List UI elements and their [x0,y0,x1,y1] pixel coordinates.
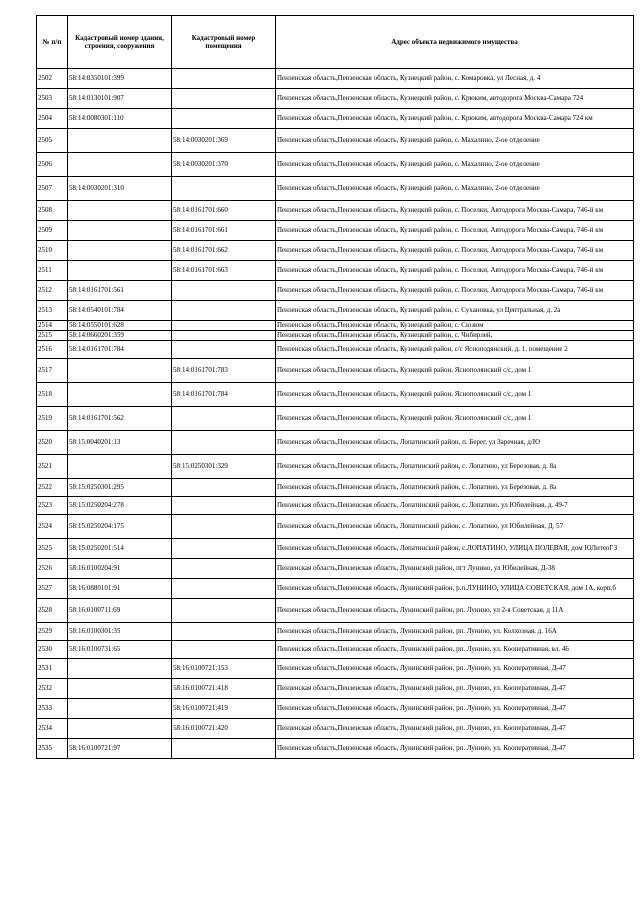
table-row [37,699,634,719]
premises-cadastral-number [172,341,276,359]
building-cadastral-number [68,221,172,241]
building-cadastral-number: 58:16:0880101:91 [68,579,172,599]
premises-cadastral-number [172,407,276,431]
premises-cadastral-number: 58:14:0161701:661 [172,221,276,241]
building-cadastral-number [68,659,172,679]
table-row [37,331,634,341]
row-number: 2507 [37,177,68,201]
address-cell: Пензенская область,Пензенская область, Лунинский район, рп. Лунино, ул. Колхозная, д. 16А [276,623,634,641]
row-number: 2514 [37,321,68,331]
row-number: 2518 [37,383,68,407]
premises-cadastral-number: 58:14:0161701:662 [172,241,276,261]
address-cell: Пензенская область,Пензенская область, Кузнецкий район, Яснополянский с/с, дом 1 [276,359,634,383]
header-building-cadastral: Кадастровый номер здания, строения, сооружения [68,16,172,69]
premises-cadastral-number: 58:14:0161701:663 [172,261,276,281]
premises-cadastral-number [172,559,276,579]
building-cadastral-number: 58:15:0250201:514 [68,539,172,559]
table-row [37,497,634,515]
address-cell: Пензенская область,Пензенская область, Кузнецкий район, с. Махалино, 2-ое отделение [276,153,634,177]
building-cadastral-number [68,699,172,719]
property-table [36,15,634,759]
table-row [37,659,634,679]
premises-cadastral-number: 58:14:0161701:784 [172,383,276,407]
table-row [37,241,634,261]
row-number: 2503 [37,89,68,109]
address-cell: Пензенская область,Пензенская область, Кузнецкий район, Яснополянский с/с, дом 1 [276,407,634,431]
table-row [37,341,634,359]
address-cell: Пензенская область,Пензенская область, Кузнецкий район, с. Махалино, 2-ое отделение [276,129,634,153]
building-cadastral-number [68,679,172,699]
address-cell: Пензенская область,Пензенская область, Кузнецкий район, с. Комаровка, ул Лесная, д. 4 [276,69,634,89]
table-row [37,407,634,431]
building-cadastral-number: 58:14:0130101:907 [68,89,172,109]
row-number: 2523 [37,497,68,515]
row-number: 2510 [37,241,68,261]
building-cadastral-number: 58:15:0040201:13 [68,431,172,455]
premises-cadastral-number: 58:14:0161701:660 [172,201,276,221]
address-cell: Пензенская область,Пензенская область, Кузнецкий район, с. Поселки, Автодорога Москва-Самара, 746-й км [276,201,634,221]
building-cadastral-number: 58:16:0100731:65 [68,641,172,659]
building-cadastral-number: 58:14:0540101:784 [68,301,172,321]
row-number: 2528 [37,599,68,623]
address-cell: Пензенская область,Пензенская область, Лунинский район, рп. Лунино, ул. Кооперативная, Д-47 [276,719,634,739]
table-row [37,153,634,177]
building-cadastral-number [68,719,172,739]
building-cadastral-number: 58:14:0080301:110 [68,109,172,129]
premises-cadastral-number: 58:14:0030201:370 [172,153,276,177]
address-cell: Пензенская область,Пензенская область, Лопатинский район, с.ЛОПАТИНО, УЛИЦА ПОЛЕВАЯ, дом ЮЛитеоГЗ [276,539,634,559]
row-number: 2526 [37,559,68,579]
building-cadastral-number: 58:14:0350101:399 [68,69,172,89]
row-number: 2511 [37,261,68,281]
row-number: 2519 [37,407,68,431]
premises-cadastral-number [172,497,276,515]
address-cell: Пензенская область,Пензенская область, Кузнецкий район, с. Махалино, 2-ое отделение [276,177,634,201]
address-cell: Пензенская область,Пензенская область, Лопатинский район, с. Лопатино, ул Юбилейная, д. 49-7 [276,497,634,515]
table-row [37,599,634,623]
building-cadastral-number: 58:14:0161701:561 [68,281,172,301]
table-header-row [37,16,634,69]
header-address: Адрес объекта недвижимого имущества [276,16,634,69]
building-cadastral-number: 58:14:0030201:310 [68,177,172,201]
table-row [37,539,634,559]
row-number: 2530 [37,641,68,659]
row-number: 2525 [37,539,68,559]
premises-cadastral-number [172,321,276,331]
row-number: 2506 [37,153,68,177]
premises-cadastral-number [172,579,276,599]
address-cell: Пензенская область,Пензенская область, Кузнецкий район, Яснополянский с/с, дом 1 [276,383,634,407]
address-cell: Пензенская область,Пензенская область, Лунинский район, р.п.ЛУНИНО, УЛИЦА СОВЕТСКАЯ, дом 1А, корп.б [276,579,634,599]
premises-cadastral-number [172,641,276,659]
table-row [37,201,634,221]
table-row [37,719,634,739]
building-cadastral-number: 58:15:0250204:175 [68,515,172,539]
address-cell: Пензенская область,Пензенская область, Кузнецкий район, с. Поселки, Автодорога Москва-Самара, 746-й км [276,221,634,241]
premises-cadastral-number [172,331,276,341]
row-number: 2535 [37,739,68,759]
row-number: 2513 [37,301,68,321]
table-row [37,515,634,539]
building-cadastral-number [68,153,172,177]
header-number: № п/п [37,16,68,69]
table-row [37,109,634,129]
row-number: 2521 [37,455,68,479]
building-cadastral-number: 58:14:0161701:562 [68,407,172,431]
premises-cadastral-number: 58:16:0100721:153 [172,659,276,679]
address-cell: Пензенская область,Пензенская область, Лопатинский район, с. Лопатино, ул Юбилейная, Д. 57 [276,515,634,539]
building-cadastral-number [68,383,172,407]
table-row [37,455,634,479]
address-cell: Пензенская область,Пензенская область, Лунинский район, рп. Лунино, ул. Кооперативная, Д-47 [276,739,634,759]
address-cell: Пензенская область,Пензенская область, Кузнецкий район, с. Поселки, Автодорога Москва-Самара, 746-й км [276,281,634,301]
row-number: 2533 [37,699,68,719]
row-number: 2509 [37,221,68,241]
building-cadastral-number: 58:14:0660201:359 [68,331,172,341]
table-row [37,69,634,89]
address-cell: Пензенская область,Пензенская область, Лопатинский район, п. Берег, ул Заречная, д/Ю [276,431,634,455]
table-row [37,431,634,455]
premises-cadastral-number [172,539,276,559]
row-number: 2508 [37,201,68,221]
table-row [37,261,634,281]
premises-cadastral-number [172,281,276,301]
table-row [37,359,634,383]
premises-cadastral-number: 58:16:0100721:420 [172,719,276,739]
address-cell: Пензенская область,Пензенская область, Лунинский район, рп. Лунино, ул. Кооперативная, Д-47 [276,659,634,679]
row-number: 2534 [37,719,68,739]
row-number: 2529 [37,623,68,641]
table-row [37,559,634,579]
premises-cadastral-number [172,69,276,89]
building-cadastral-number: 58:14:0550101:628 [68,321,172,331]
address-cell: Пензенская область,Пензенская область, Лунинский район, рп. Лунино, ул. Кооперативная, вл. 46 [276,641,634,659]
table-row [37,623,634,641]
building-cadastral-number [68,241,172,261]
table-row [37,281,634,301]
row-number: 2522 [37,479,68,497]
premises-cadastral-number [172,739,276,759]
premises-cadastral-number: 58:15:0250301:329 [172,455,276,479]
table-row [37,321,634,331]
building-cadastral-number: 58:16:0100721:97 [68,739,172,759]
building-cadastral-number [68,359,172,383]
row-number: 2524 [37,515,68,539]
address-cell: Пензенская область,Пензенская область, Лопатинский район, с. Лопатино, ул Березовая, д. 8а [276,455,634,479]
row-number: 2502 [37,69,68,89]
table-row [37,641,634,659]
address-cell: Пензенская область,Пензенская область, Кузнецкий район, с. Сухановка, ул Центральная, д. 2а [276,301,634,321]
row-number: 2515 [37,331,68,341]
building-cadastral-number: 58:15:0250204:278 [68,497,172,515]
building-cadastral-number [68,261,172,281]
address-cell: Пензенская область,Пензенская область, Лунинский район, пгт Лунино, ул Юбилейная, Д-38 [276,559,634,579]
premises-cadastral-number [172,479,276,497]
premises-cadastral-number [172,301,276,321]
building-cadastral-number: 58:16:0100301:35 [68,623,172,641]
premises-cadastral-number [172,623,276,641]
table-row [37,89,634,109]
address-cell: Пензенская область,Пензенская область, Лунинский район, рп. Лунино, ул. Кооперативная, Д-47 [276,699,634,719]
address-cell: Пензенская область,Пензенская область, Кузнецкий район, с. Сюзюм [276,321,634,331]
premises-cadastral-number [172,431,276,455]
address-cell: Пензенская область,Пензенская область, Кузнецкий район, с. Крюким, автодорога Москва-Самара 724 км [276,109,634,129]
building-cadastral-number: 58:15:0250301:295 [68,479,172,497]
address-cell: Пензенская область,Пензенская область, Лунинский район, рп. Лунино, ул 2-я Советская, д 11А [276,599,634,623]
row-number: 2512 [37,281,68,301]
table-row [37,221,634,241]
row-number: 2527 [37,579,68,599]
premises-cadastral-number: 58:14:0030201:369 [172,129,276,153]
address-cell: Пензенская область,Пензенская область, Лунинский район, рп. Лунино, ул. Кооперативная, Д-47 [276,679,634,699]
row-number: 2532 [37,679,68,699]
table-row [37,479,634,497]
address-cell: Пензенская область,Пензенская область, Кузнецкий район, с. Поселки, Автодорога Москва-Самара, 746-й км [276,241,634,261]
table-row [37,679,634,699]
premises-cadastral-number [172,515,276,539]
row-number: 2531 [37,659,68,679]
table-row [37,301,634,321]
premises-cadastral-number: 58:16:0100721:419 [172,699,276,719]
address-cell: Пензенская область,Пензенская область, Кузнецкий район, с/с Ясноподянский, д. 1, помещение 2 [276,341,634,359]
table-row [37,383,634,407]
row-number: 2520 [37,431,68,455]
building-cadastral-number: 58:16:0100204:91 [68,559,172,579]
row-number: 2517 [37,359,68,383]
building-cadastral-number: 58:14:0161701:784 [68,341,172,359]
header-premises-cadastral: Кадастровый номер помещения [172,16,276,69]
table-row [37,739,634,759]
building-cadastral-number [68,455,172,479]
address-cell: Пензенская область,Пензенская область, Лопатинский район, с. Лопатино, ул Березовая, д. 8а [276,479,634,497]
premises-cadastral-number [172,599,276,623]
building-cadastral-number: 58:16:0100711:69 [68,599,172,623]
row-number: 2516 [37,341,68,359]
address-cell: Пензенская область,Пензенская область, Кузнецкий район, с. Крюким, автодорога Москва-Самара 724 [276,89,634,109]
premises-cadastral-number [172,89,276,109]
table-row [37,129,634,153]
row-number: 2504 [37,109,68,129]
premises-cadastral-number: 58:14:0161701:783 [172,359,276,383]
row-number: 2505 [37,129,68,153]
premises-cadastral-number: 58:16:0100721:418 [172,679,276,699]
address-cell: Пензенская область,Пензенская область, Кузнецкий район, с. Чибирлей, [276,331,634,341]
premises-cadastral-number [172,109,276,129]
table-row [37,177,634,201]
building-cadastral-number [68,129,172,153]
address-cell: Пензенская область,Пензенская область, Кузнецкий район, с. Поселки, Автодорога Москва-Самара, 746-й км [276,261,634,281]
table-row [37,579,634,599]
building-cadastral-number [68,201,172,221]
premises-cadastral-number [172,177,276,201]
